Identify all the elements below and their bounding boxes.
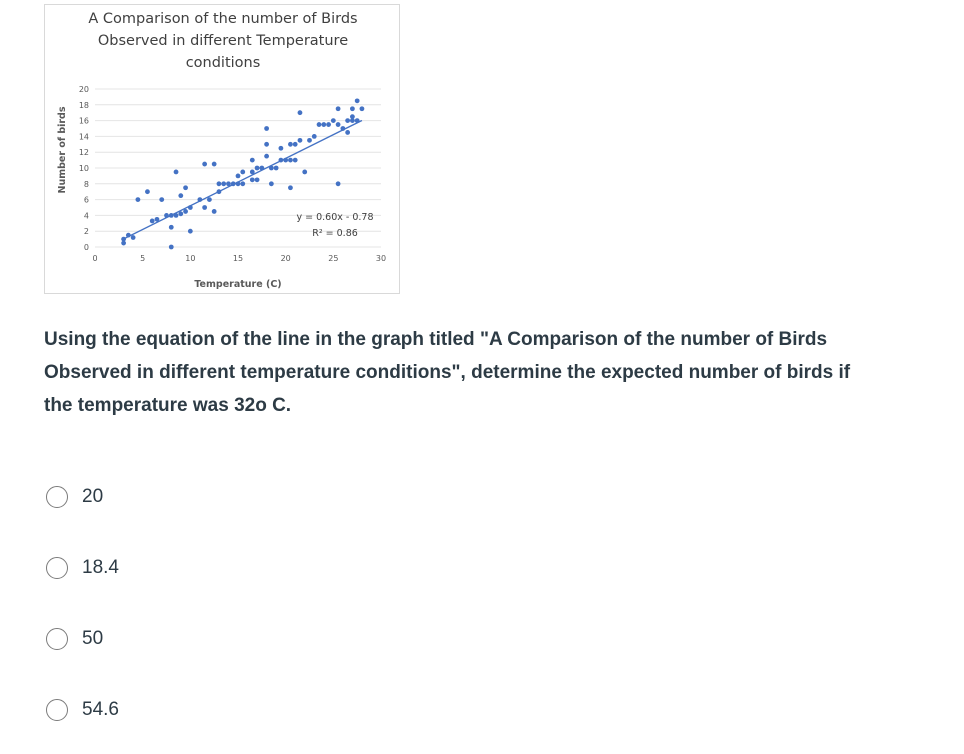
data-point [169, 225, 174, 230]
data-point [269, 181, 274, 186]
chart-title [88, 11, 357, 71]
y-tick-label: 8 [83, 179, 89, 189]
radio-button[interactable] [46, 628, 68, 650]
data-point [174, 213, 179, 218]
x-tick-label: 5 [140, 254, 146, 263]
data-point [312, 134, 317, 139]
data-point [236, 174, 241, 179]
data-point [231, 181, 236, 186]
data-point [136, 197, 141, 202]
data-point [183, 209, 188, 214]
data-point [145, 189, 150, 194]
x-tick-label: 30 [375, 254, 387, 263]
data-point [159, 197, 164, 202]
data-point [240, 181, 245, 186]
data-point [264, 126, 269, 131]
data-point [178, 193, 183, 198]
data-point [169, 245, 174, 250]
r-squared-label: R² = 0.86 [312, 228, 358, 239]
data-point [226, 181, 231, 186]
radio-button[interactable] [46, 699, 68, 721]
data-point [250, 177, 255, 182]
data-point [317, 122, 322, 127]
data-point [255, 177, 260, 182]
y-tick-label: 0 [83, 243, 89, 252]
data-point [131, 235, 136, 240]
data-point [183, 185, 188, 190]
data-point [288, 142, 293, 147]
data-point [288, 158, 293, 163]
y-tick-label: 2 [83, 227, 89, 237]
y-tick-label: 4 [83, 211, 89, 221]
y-tick-label: 20 [78, 85, 89, 94]
data-point [264, 142, 269, 147]
data-point [321, 122, 326, 127]
scatter-chart [44, 4, 400, 294]
data-point [340, 126, 345, 131]
answer-option-3[interactable] [46, 625, 103, 653]
x-tick-label: 10 [185, 254, 196, 263]
data-point [307, 138, 312, 143]
data-point [150, 219, 155, 224]
chart-title-line-1: A Comparison of the number of Birds [88, 11, 358, 27]
chart-title-line-2: Observed in different Temperature [97, 33, 349, 49]
x-axis-title: Temperature (C) [194, 279, 282, 290]
data-point [240, 170, 245, 175]
data-point [202, 205, 207, 210]
y-tick-label: 14 [78, 132, 89, 142]
data-point [350, 106, 355, 111]
data-point [293, 142, 298, 147]
data-point [345, 130, 350, 135]
data-point [217, 181, 222, 186]
x-tick-label: 20 [280, 254, 291, 263]
answer-label: 20 [82, 486, 104, 507]
data-point [336, 106, 341, 111]
data-point [355, 98, 360, 103]
data-point [169, 213, 174, 218]
answer-option-4[interactable] [46, 696, 119, 724]
data-point [121, 237, 126, 242]
y-axis-title: Number of birds [57, 106, 68, 194]
data-point [288, 185, 293, 190]
data-point [207, 197, 212, 202]
data-point [350, 118, 355, 123]
radio-button[interactable] [46, 557, 68, 579]
chart-title-line-3: conditions [185, 55, 261, 71]
data-point [259, 166, 264, 171]
data-point [126, 233, 131, 238]
data-point [155, 217, 160, 222]
answer-option-2[interactable] [46, 554, 119, 582]
y-tick-label: 6 [83, 195, 89, 205]
answer-label: 54.6 [82, 699, 119, 720]
y-tick-label: 16 [78, 116, 89, 126]
data-point [202, 162, 207, 167]
data-point [269, 166, 274, 171]
data-point [255, 166, 260, 171]
data-point [274, 166, 279, 171]
axis-titles [57, 106, 282, 290]
data-point [360, 106, 365, 111]
data-point [188, 229, 193, 234]
x-tick-label: 15 [232, 254, 244, 263]
y-tick-label: 10 [78, 164, 89, 173]
answer-label: 50 [82, 628, 104, 649]
data-point [212, 162, 217, 167]
data-point [345, 118, 350, 123]
data-point [331, 118, 336, 123]
data-point [212, 209, 217, 214]
radio-button[interactable] [46, 486, 68, 508]
data-point [326, 122, 331, 127]
question-text: Using the equation of the line in the graph titled "A Comparison of the number of Birds Observed in different temperature conditions", determine the expected number of birds if the temperature was 32o C. [44, 329, 851, 416]
data-point [336, 122, 341, 127]
data-point [279, 158, 284, 163]
data-point [178, 211, 183, 216]
data-point [250, 170, 255, 175]
data-point [336, 181, 341, 186]
data-point [221, 181, 226, 186]
data-point [283, 158, 288, 163]
x-tick-label: 25 [328, 254, 339, 263]
data-point [197, 197, 202, 202]
trendline-annotation [296, 212, 373, 239]
data-point [298, 138, 303, 143]
data-point [174, 170, 179, 175]
trendline-equation: y = 0.60x - 0.78 [296, 212, 374, 223]
data-point [279, 146, 284, 151]
data-point [188, 205, 193, 210]
answer-option-1[interactable] [46, 483, 103, 511]
data-point [250, 158, 255, 163]
y-tick-label: 12 [78, 148, 89, 158]
x-tick-label: 0 [92, 254, 98, 263]
data-point [217, 189, 222, 194]
data-point [164, 213, 169, 218]
data-point [355, 118, 360, 123]
data-point [302, 170, 307, 175]
chart-svg [45, 5, 401, 295]
data-point [264, 154, 269, 159]
data-point [236, 181, 241, 186]
y-tick-labels [79, 85, 89, 252]
x-tick-labels [92, 254, 386, 263]
data-point [298, 110, 303, 115]
y-tick-label: 18 [78, 100, 89, 110]
answer-label: 18.4 [82, 557, 119, 578]
chart-gridlines [95, 89, 381, 247]
data-point [293, 158, 298, 163]
